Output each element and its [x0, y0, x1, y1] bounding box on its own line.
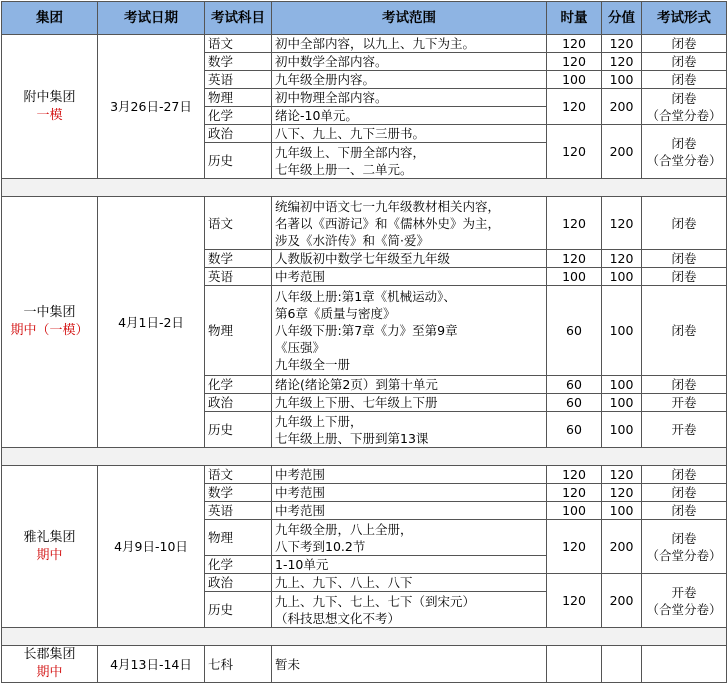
- scope-cell: [272, 574, 547, 592]
- form-cell: 闭卷: [642, 484, 727, 502]
- group-cell: [2, 466, 98, 628]
- group-cell: [2, 646, 98, 683]
- score-cell: 200: [602, 520, 642, 574]
- subject-cell: 政治: [205, 125, 272, 143]
- form-cell: 闭卷: [642, 502, 727, 520]
- scope-cell: [272, 286, 547, 376]
- score-cell: 120: [602, 197, 642, 250]
- scope-cell: [272, 107, 547, 125]
- score-cell: 120: [602, 250, 642, 268]
- scope-line: 八下、九上、九下三册书。: [275, 126, 426, 141]
- subject-cell: 数学: [205, 250, 272, 268]
- group-name: 雅礼集团: [23, 529, 76, 545]
- header-row: [2, 2, 727, 35]
- scope-cell: [272, 556, 547, 574]
- form-cell: [642, 646, 727, 683]
- scope-line: 九上、九下、八上、八下: [275, 575, 413, 590]
- scope-cell: [272, 197, 547, 250]
- time-cell: 100: [547, 502, 602, 520]
- form-cell: [642, 125, 727, 179]
- scope-line: 绪论(绪论第2页）到第十单元: [275, 377, 438, 392]
- scope-cell: [272, 376, 547, 394]
- scope-line: （科技思想文化不考）: [275, 610, 401, 626]
- scope-line: 七年级上册、下册到第13课: [275, 430, 429, 446]
- group-separator: [2, 628, 727, 646]
- time-cell: 120: [547, 250, 602, 268]
- subject-cell: 历史: [205, 592, 272, 628]
- form-cell: 闭卷: [642, 53, 727, 71]
- form-cell: [642, 520, 727, 574]
- col-header-score: 分值: [602, 2, 642, 35]
- form-line: 闭卷: [671, 530, 697, 546]
- score-cell: 100: [602, 376, 642, 394]
- scope-line: 1-10单元: [275, 557, 329, 572]
- score-cell: 100: [602, 268, 642, 286]
- form-cell: 开卷: [642, 412, 727, 448]
- subject-cell: 英语: [205, 268, 272, 286]
- form-line: （合堂分卷）: [646, 601, 722, 617]
- subject-cell: 历史: [205, 143, 272, 179]
- scope-line: 第6章《质量与密度》: [275, 306, 396, 321]
- score-cell: 120: [602, 484, 642, 502]
- time-cell: 120: [547, 484, 602, 502]
- scope-cell: [272, 394, 547, 412]
- scope-cell: [272, 412, 547, 448]
- score-cell: 200: [602, 89, 642, 125]
- scope-line: 初中全部内容，以九上、九下为主。: [275, 36, 476, 51]
- form-cell: 闭卷: [642, 466, 727, 484]
- subject-cell: 数学: [205, 484, 272, 502]
- subject-cell: 化学: [205, 376, 272, 394]
- scope-line: 暂未: [275, 656, 301, 672]
- group-name: 长郡集团: [23, 647, 76, 662]
- group-cell: [2, 197, 98, 448]
- form-cell: 闭卷: [642, 268, 727, 286]
- scope-line: 中考范围: [275, 503, 326, 518]
- time-cell: 120: [547, 53, 602, 71]
- time-cell: 120: [547, 574, 602, 628]
- scope-line: 《压强》: [275, 340, 326, 355]
- score-cell: [602, 646, 642, 683]
- form-cell: 闭卷: [642, 197, 727, 250]
- col-header-form: 考试形式: [642, 2, 727, 35]
- score-cell: 100: [602, 286, 642, 376]
- scope-line: 九年级上下册，: [275, 413, 363, 429]
- group-tag: 期中（一模）: [10, 323, 89, 338]
- group-separator: [2, 179, 727, 197]
- scope-line: 九上、九下、七上、七下（到宋元）: [275, 593, 476, 609]
- subject-cell: 化学: [205, 556, 272, 574]
- scope-cell: [272, 71, 547, 89]
- col-header-group: 集团: [2, 2, 98, 35]
- scope-line: 七年级上册一、二单元。: [275, 161, 413, 177]
- subject-cell: 英语: [205, 71, 272, 89]
- group-name: 一中集团: [23, 305, 76, 320]
- time-cell: 100: [547, 71, 602, 89]
- scope-cell: [272, 53, 547, 71]
- subject-cell: 物理: [205, 89, 272, 107]
- time-cell: 120: [547, 89, 602, 125]
- scope-line: 八下考到10.2节: [275, 538, 366, 554]
- col-header-scope: 考试范围: [272, 2, 547, 35]
- score-cell: 100: [602, 71, 642, 89]
- score-cell: 100: [602, 502, 642, 520]
- subject-cell: 英语: [205, 502, 272, 520]
- form-line: 闭卷: [671, 90, 697, 106]
- group-separator: [2, 448, 727, 466]
- scope-line: 名著以《西游记》和《儒林外史》为主，: [275, 215, 501, 231]
- table-row: [2, 197, 727, 250]
- date-cell: 4月13日-14日: [98, 646, 205, 683]
- group-cell: [2, 35, 98, 179]
- date-cell: 3月26日-27日: [98, 35, 205, 179]
- subject-cell: 语文: [205, 466, 272, 484]
- form-cell: 闭卷: [642, 376, 727, 394]
- group-name: 附中集团: [23, 89, 76, 105]
- subject-cell: 政治: [205, 394, 272, 412]
- time-cell: 60: [547, 412, 602, 448]
- group-tag: 一模: [36, 107, 63, 123]
- time-cell: 60: [547, 286, 602, 376]
- scope-cell: [272, 484, 547, 502]
- exam-schedule-table: [1, 1, 727, 683]
- scope-line: 八年级上册:第1章《机械运动》、: [275, 289, 456, 304]
- form-cell: 闭卷: [642, 71, 727, 89]
- scope-line: 九年级全册内容。: [275, 72, 376, 87]
- scope-cell: [272, 89, 547, 107]
- time-cell: 60: [547, 394, 602, 412]
- scope-line: 九年级全册，八上全册，: [275, 521, 413, 537]
- scope-line: 初中物理全部内容。: [275, 90, 388, 105]
- scope-line: 八年级下册:第7章《力》至第9章: [275, 323, 458, 338]
- scope-line: 初中数学全部内容。: [275, 54, 388, 69]
- subject-cell: 物理: [205, 520, 272, 556]
- col-header-subject: 考试科目: [205, 2, 272, 35]
- form-cell: 闭卷: [642, 250, 727, 268]
- subject-cell: 七科: [205, 646, 272, 683]
- time-cell: 120: [547, 197, 602, 250]
- score-cell: 120: [602, 35, 642, 53]
- score-cell: 120: [602, 466, 642, 484]
- group-tag: 期中: [36, 547, 63, 563]
- scope-cell: [272, 592, 547, 628]
- subject-cell: 化学: [205, 107, 272, 125]
- scope-cell: [272, 268, 547, 286]
- scope-cell: [272, 520, 547, 556]
- scope-line: 九年级上、下册全部内容，: [275, 144, 426, 160]
- score-cell: 100: [602, 412, 642, 448]
- subject-cell: 数学: [205, 53, 272, 71]
- scope-line: 绪论-10单元。: [275, 108, 358, 123]
- time-cell: 120: [547, 466, 602, 484]
- col-header-time: 时量: [547, 2, 602, 35]
- time-cell: 100: [547, 268, 602, 286]
- scope-cell: [272, 502, 547, 520]
- scope-line: 九年级上下册、七年级上下册: [275, 395, 438, 410]
- table-row: [2, 646, 727, 683]
- time-cell: 120: [547, 125, 602, 179]
- subject-cell: 语文: [205, 197, 272, 250]
- col-header-date: 考试日期: [98, 2, 205, 35]
- scope-line: 涉及《水浒传》和《简·爱》: [275, 232, 429, 248]
- form-line: （合堂分卷）: [646, 152, 722, 168]
- date-cell: 4月1日-2日: [98, 197, 205, 448]
- subject-cell: 语文: [205, 35, 272, 53]
- form-cell: 开卷: [642, 394, 727, 412]
- form-line: （合堂分卷）: [646, 547, 722, 563]
- group-tag: 期中: [36, 665, 63, 680]
- scope-cell: [272, 250, 547, 268]
- form-cell: [642, 574, 727, 628]
- score-cell: 120: [602, 53, 642, 71]
- form-cell: 闭卷: [642, 35, 727, 53]
- scope-line: 人教版初中数学七年级至九年级: [275, 251, 451, 266]
- time-cell: [547, 646, 602, 683]
- scope-line: 中考范围: [275, 269, 326, 284]
- form-line: 开卷: [671, 584, 697, 600]
- table-row: [2, 35, 727, 53]
- scope-line: 统编初中语文七一九年级教材相关内容，: [275, 198, 501, 214]
- form-line: 闭卷: [671, 135, 697, 151]
- form-cell: [642, 89, 727, 125]
- scope-cell: [272, 646, 547, 683]
- scope-cell: [272, 35, 547, 53]
- form-cell: 闭卷: [642, 286, 727, 376]
- score-cell: 200: [602, 125, 642, 179]
- subject-cell: 历史: [205, 412, 272, 448]
- subject-cell: 物理: [205, 286, 272, 376]
- scope-line: 中考范围: [275, 485, 326, 500]
- time-cell: 120: [547, 35, 602, 53]
- scope-line: 九年级全一册: [275, 357, 351, 372]
- form-line: （合堂分卷）: [646, 107, 722, 123]
- scope-cell: [272, 125, 547, 143]
- score-cell: 100: [602, 394, 642, 412]
- scope-cell: [272, 466, 547, 484]
- time-cell: 60: [547, 376, 602, 394]
- score-cell: 200: [602, 574, 642, 628]
- table-row: [2, 466, 727, 484]
- date-cell: 4月9日-10日: [98, 466, 205, 628]
- scope-cell: [272, 143, 547, 179]
- time-cell: 120: [547, 520, 602, 574]
- scope-line: 中考范围: [275, 467, 326, 482]
- subject-cell: 政治: [205, 574, 272, 592]
